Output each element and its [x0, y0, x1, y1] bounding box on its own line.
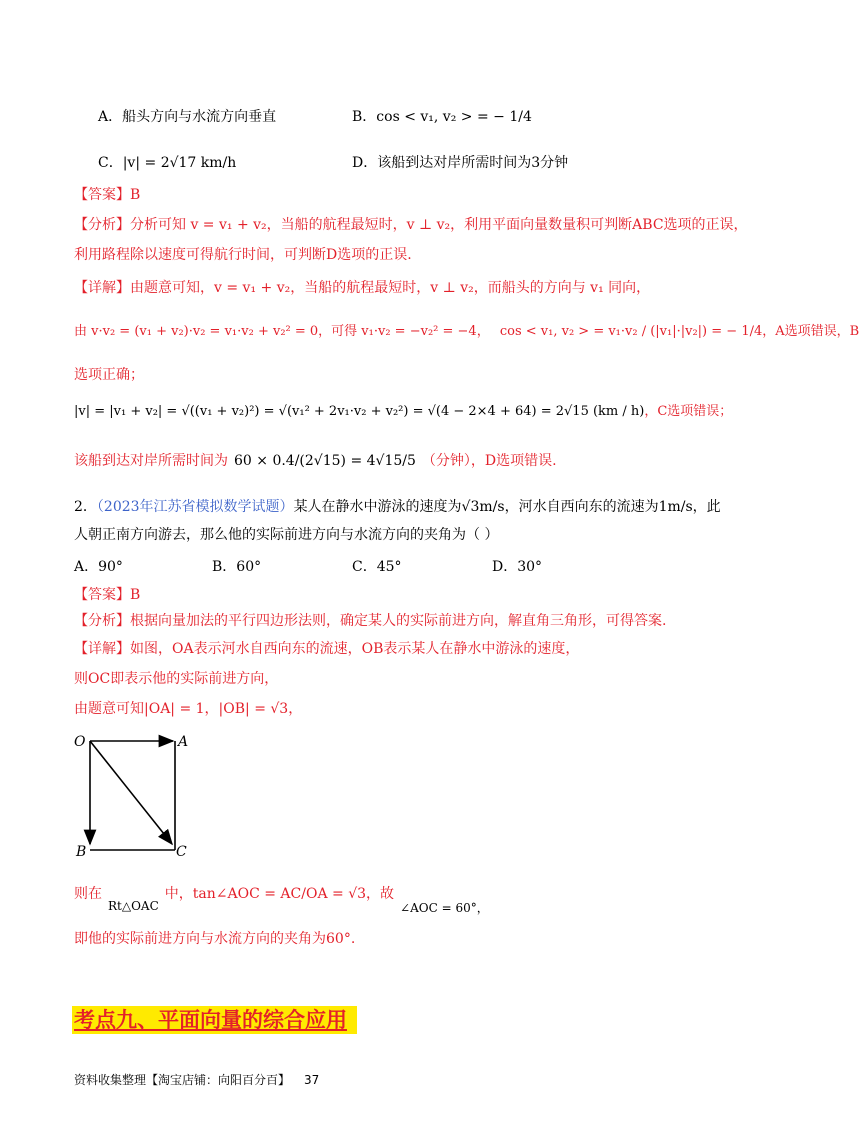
- detail-text-5: 该船到达对岸所需时间为: [74, 453, 228, 469]
- section-heading: 考点九、平面向量的综合应用: [72, 1006, 357, 1034]
- detail-text-4-tail: ，C选项错误；: [644, 404, 733, 419]
- q2-source: （2023年江苏省模拟数学试题）: [96, 499, 294, 515]
- analysis-tag: 【分析】: [74, 217, 130, 233]
- detail-text-1: 由题意可知，v = v₁ + v₂，当船的航程最短时，v ⊥ v₂，而船头的方向与 v₁ 同向，: [130, 280, 651, 296]
- q2-answer-tag: 【答案】: [74, 587, 130, 603]
- q2-option-b: B．60°: [212, 559, 262, 575]
- q2-analysis: [74, 612, 666, 630]
- vector-square-diagram: [72, 730, 202, 860]
- q2-detail-line4: [74, 885, 489, 915]
- option-b: [352, 106, 532, 126]
- q2-detail-line2: 则OC即表示他的实际前进方向，: [74, 671, 279, 687]
- q1-detail-line5: [74, 452, 557, 470]
- detail-text-2b: cos < v₁, v₂ > = v₁·v₂ / (|v₁|·|v₂|) = − 1/4，A选项错误，B: [499, 324, 859, 339]
- option-c-label: C．: [98, 155, 123, 171]
- q2-text-1: 某人在静水中游泳的速度为√3m/s，河水自西向东的流速为1m/s，此: [293, 499, 721, 515]
- q2-analysis-tag: 【分析】: [74, 613, 130, 629]
- q2-detail-line1: [74, 640, 579, 658]
- option-d: D．该船到达对岸所需时间为3分钟: [352, 155, 569, 171]
- q2-option-a: A．90°: [74, 559, 123, 575]
- answer-tag: 【答案】: [74, 187, 130, 203]
- analysis-text-1: 分析可知 v = v₁ + v₂，当船的航程最短时，v ⊥ v₂，利用平面向量数量积可判断ABC选项的正误，: [130, 217, 748, 233]
- q1-detail-line2: [74, 323, 859, 341]
- q2-number: 2．: [74, 499, 97, 515]
- q1-analysis-line2: 利用路程除以速度可得航行时间，可判断D选项的正误.: [74, 247, 412, 263]
- q2-stem-line1: [74, 498, 721, 516]
- point-o-label: O: [74, 734, 86, 750]
- option-b-label: B．: [352, 109, 377, 125]
- q2-option-d: D．30°: [492, 559, 543, 575]
- detail-time-math: 60 × 0.4/(2√15) = 4√15/5: [234, 453, 416, 469]
- q2-detail-text-4a: 则在: [74, 886, 102, 902]
- option-c: [98, 152, 236, 172]
- q2-detail-text-1: 如图，OA表示河水自西向东的流速，OB表示某人在静水中游泳的速度，: [130, 641, 580, 657]
- footer-text: 资料收集整理【淘宝店铺：向阳百分百】: [74, 1073, 291, 1087]
- point-b-label: B: [76, 844, 87, 860]
- detail-tag: 【详解】: [74, 280, 130, 296]
- q2-rt-triangle: Rt△OAC: [108, 899, 159, 913]
- point-c-label: C: [176, 844, 187, 860]
- answer-value: B: [130, 187, 141, 203]
- q2-stem-line2: 人朝正南方向游去，那么他的实际前进方向与水流方向的夹角为（ ）: [74, 527, 499, 543]
- q1-analysis-line1: [74, 216, 748, 234]
- vector-oc: [90, 741, 172, 844]
- option-c-math: |v| = 2√17 km/h: [122, 155, 237, 171]
- q2-analysis-text: 根据向量加法的平行四边形法则，确定某人的实际前进方向，解直角三角形，可得答案.: [130, 613, 667, 629]
- q2-answer: [74, 586, 140, 604]
- detail-velocity-math: |v| = |v₁ + v₂| = √((v₁ + v₂)²) = √(v₁² + 2v₁·v₂ + v₂²) = √(4 − 2×4 + 64) = 2√15 (km / h): [74, 404, 645, 419]
- page-footer: [74, 1071, 319, 1088]
- detail-text-2a: 由 v·v₂ = (v₁ + v₂)·v₂ = v₁·v₂ + v₂² = 0，可得 v₁·v₂ = −v₂² = −4，: [74, 324, 490, 339]
- q2-detail-text-4b: 中，tan∠AOC = AC/OA = √3，故: [164, 886, 395, 902]
- q2-option-c: C．45°: [352, 559, 402, 575]
- point-a-label: A: [178, 734, 189, 750]
- q2-detail-tag: 【详解】: [74, 641, 130, 657]
- option-a: A．船头方向与水流方向垂直: [98, 109, 277, 125]
- option-b-math: cos < v₁, v₂ > = − 1/4: [376, 109, 532, 125]
- q2-angle-result: ∠AOC = 60°，: [400, 901, 489, 915]
- q2-detail-line3: 由题意可知|OA| = 1，|OB| = √3，: [74, 701, 303, 717]
- q2-answer-value: B: [130, 587, 141, 603]
- q1-answer: [74, 186, 140, 204]
- q1-detail-line3: 选项正确；: [74, 367, 144, 383]
- q1-detail-line1: [74, 279, 650, 297]
- q2-detail-line5: 即他的实际前进方向与水流方向的夹角为60°.: [74, 931, 356, 947]
- page-number: 37: [304, 1073, 320, 1087]
- detail-text-5-tail: （分钟），D选项错误.: [421, 453, 557, 469]
- q1-detail-line4: [74, 403, 732, 421]
